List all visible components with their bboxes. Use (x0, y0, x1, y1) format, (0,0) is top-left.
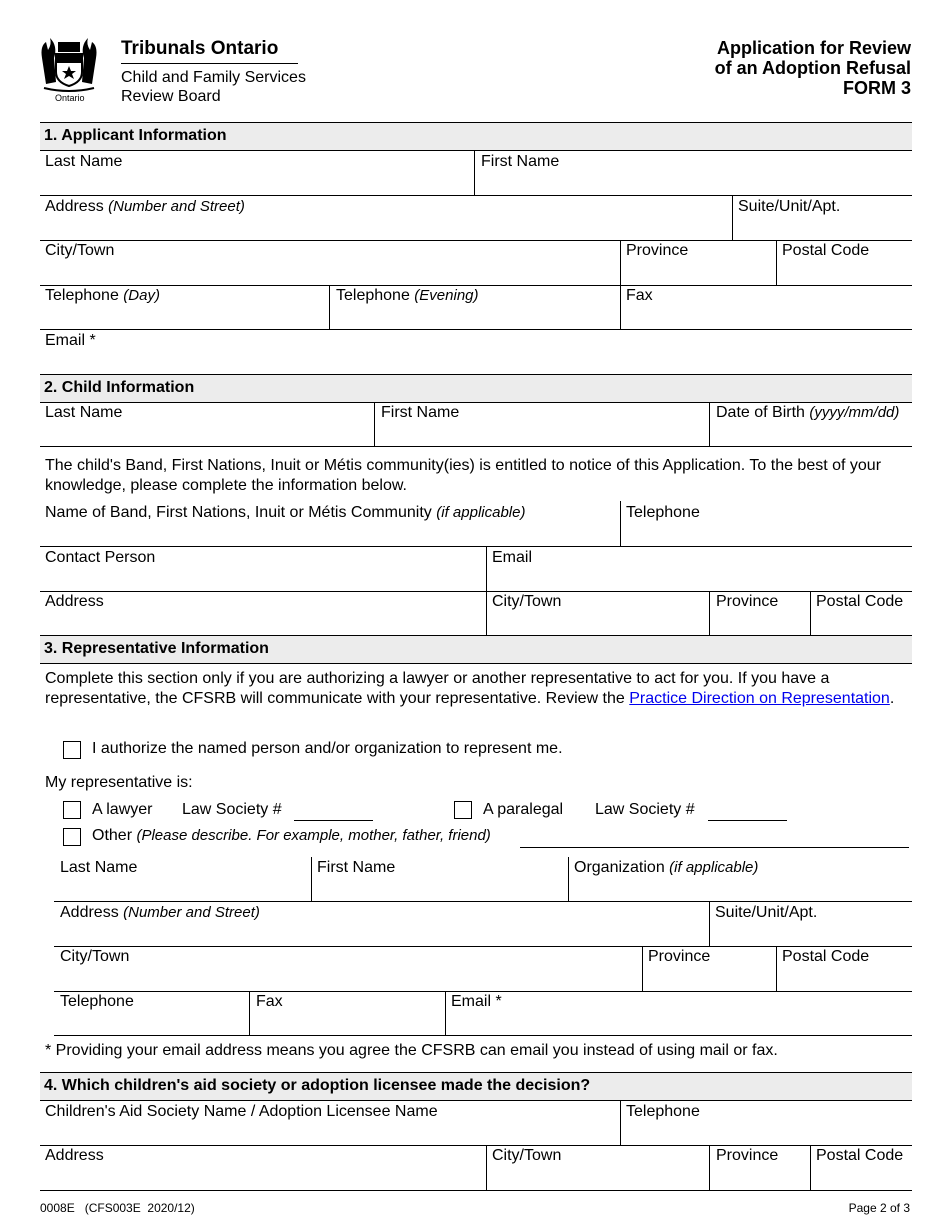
divider (311, 857, 312, 902)
s2-contact-field[interactable]: Contact Person (45, 549, 156, 566)
s2-province-field[interactable]: Province (716, 593, 779, 610)
lawyer-label: A lawyer (92, 801, 153, 818)
section4-header (40, 1072, 912, 1101)
s1-city-field[interactable]: City/Town (45, 242, 115, 259)
form-title-line3: FORM 3 (842, 78, 911, 98)
s2-postal-field[interactable]: Postal Code (816, 593, 904, 610)
paralegal-label: A paralegal (483, 801, 564, 818)
s1-first-name-field[interactable]: First Name (481, 153, 560, 170)
logo-caption: Ontario (55, 93, 85, 103)
form-title-line2: of an Adoption Refusal (714, 58, 911, 78)
s4-city-field[interactable]: City/Town (492, 1147, 562, 1164)
my-rep-label: My representative is: (45, 774, 193, 791)
s3-fax-field[interactable]: Fax (256, 993, 283, 1010)
other-description-input[interactable] (520, 847, 909, 848)
divider (40, 329, 912, 330)
section1-heading: 1. Applicant Information (44, 127, 227, 144)
s3-postal-field[interactable]: Postal Code (782, 948, 870, 965)
other-label (92, 827, 491, 845)
s4-postal-field[interactable]: Postal Code (816, 1147, 904, 1164)
form-code: 0008E (CFS003E 2020/12) (40, 1201, 195, 1215)
divider (709, 591, 710, 636)
other-checkbox[interactable] (63, 828, 81, 846)
practice-direction-link[interactable]: Practice Direction on Representation (629, 690, 890, 707)
s1-tel-day-field[interactable] (45, 287, 160, 305)
s2-band-label: Name of Band, First Nations, Inuit or Métis Community (45, 504, 437, 521)
s1-tel-eve-hint: (Evening) (414, 287, 479, 304)
divider (54, 1035, 912, 1036)
s1-suite-field[interactable]: Suite/Unit/Apt. (738, 198, 841, 215)
divider (40, 1145, 912, 1146)
lawyer-law-society-input[interactable] (294, 820, 373, 821)
divider (54, 991, 912, 992)
s1-address-hint: (Number and Street) (108, 198, 245, 215)
s1-province-field[interactable]: Province (626, 242, 689, 259)
other-hint: (Please describe. For example, mother, father, friend) (136, 827, 491, 844)
divider (486, 1145, 487, 1190)
divider (54, 901, 912, 902)
divider (709, 1145, 710, 1190)
s3-telephone-field[interactable]: Telephone (60, 993, 134, 1010)
divider (329, 285, 330, 329)
s1-address-field[interactable] (45, 198, 245, 216)
divider (620, 1101, 621, 1145)
s4-telephone-field[interactable]: Telephone (626, 1103, 700, 1120)
s3-org-label: Organization (574, 859, 670, 876)
s2-telephone-field[interactable]: Telephone (626, 504, 700, 521)
email-consent-note: * Providing your email address means you agree the CFSRB can email you instead of using mail or fax. (45, 1042, 778, 1059)
divider (40, 195, 912, 196)
s2-address-field[interactable]: Address (45, 593, 104, 610)
s3-intro-text: Complete this section only if you are authorizing a lawyer or another representative to act for you. If you have a representative, the CFSRB will communicate with your representative. Review the (45, 670, 830, 707)
divider (40, 285, 912, 286)
page-number: Page 2 of 3 (848, 1201, 910, 1215)
divider (620, 501, 621, 546)
s1-tel-eve-label: Telephone (336, 287, 415, 304)
section4-heading: 4. Which children's aid society or adoption licensee made the decision? (44, 1077, 591, 1094)
form-title-line1: Application for Review (716, 38, 911, 58)
s1-fax-field[interactable]: Fax (626, 287, 653, 304)
divider (40, 546, 912, 547)
divider (40, 1190, 912, 1191)
section3-heading: 3. Representative Information (44, 640, 269, 657)
divider (642, 946, 643, 991)
s2-band-field[interactable] (45, 504, 525, 522)
divider (40, 591, 912, 592)
divider (810, 1145, 811, 1190)
s3-address-hint: (Number and Street) (123, 904, 260, 921)
s2-first-name-field[interactable]: First Name (381, 404, 460, 421)
divider (810, 591, 811, 636)
divider (445, 991, 446, 1035)
s3-last-name-field[interactable]: Last Name (60, 859, 138, 876)
section2-header (40, 374, 912, 403)
divider (776, 946, 777, 991)
s3-city-field[interactable]: City/Town (60, 948, 130, 965)
divider (54, 946, 912, 947)
s1-last-name-field[interactable]: Last Name (45, 153, 123, 170)
s1-tel-day-hint: (Day) (123, 287, 160, 304)
board-name-line1: Child and Family Services (121, 69, 306, 86)
s3-first-name-field[interactable]: First Name (317, 859, 396, 876)
s3-suite-field[interactable]: Suite/Unit/Apt. (715, 904, 818, 921)
s2-dob-field[interactable] (716, 404, 899, 422)
s1-address-label: Address (45, 198, 109, 215)
authorize-label: I authorize the named person and/or organization to represent me. (92, 740, 563, 757)
paralegal-checkbox[interactable] (454, 801, 472, 819)
section3-header (40, 635, 912, 664)
other-label-text: Other (92, 827, 137, 844)
section1-header (40, 122, 912, 151)
s4-province-field[interactable]: Province (716, 1147, 779, 1164)
s3-province-field[interactable]: Province (648, 948, 711, 965)
s3-intro (45, 669, 913, 709)
divider (374, 403, 375, 446)
s3-org-field[interactable] (574, 859, 758, 877)
divider (568, 857, 569, 902)
lawyer-law-society-label: Law Society # (182, 801, 282, 818)
s1-email-field[interactable]: Email * (45, 332, 96, 349)
divider (776, 240, 777, 285)
s2-last-name-field[interactable]: Last Name (45, 404, 123, 421)
org-divider (121, 63, 298, 64)
divider (474, 151, 475, 195)
org-name: Tribunals Ontario (121, 38, 279, 59)
s2-notice-text: The child's Band, First Nations, Inuit or Métis community(ies) is entitled to notice of this Application. To the best of your knowledge, please complete the information below. (45, 457, 882, 494)
s3-address-field[interactable] (60, 904, 260, 922)
section2-heading: 2. Child Information (44, 379, 195, 396)
s2-dob-label: Date of Birth (716, 404, 810, 421)
s3-org-hint: (if applicable) (669, 859, 759, 876)
divider (40, 446, 912, 447)
s3-address-label: Address (60, 904, 124, 921)
board-name-line2: Review Board (121, 88, 221, 105)
divider (709, 901, 710, 946)
s1-postal-field[interactable]: Postal Code (782, 242, 870, 259)
s2-email-field[interactable]: Email (492, 549, 533, 566)
paralegal-law-society-input[interactable] (708, 820, 787, 821)
divider (40, 240, 912, 241)
s4-name-field[interactable]: Children's Aid Society Name / Adoption Licensee Name (45, 1103, 438, 1120)
lawyer-checkbox[interactable] (63, 801, 81, 819)
s3-email-field[interactable]: Email * (451, 993, 502, 1010)
authorize-checkbox[interactable] (63, 741, 81, 759)
divider (732, 195, 733, 240)
s2-band-hint: (if applicable) (436, 504, 526, 521)
paralegal-law-society-label: Law Society # (595, 801, 695, 818)
s1-tel-eve-field[interactable] (336, 287, 479, 305)
s2-dob-hint: (yyyy/mm/dd) (809, 404, 900, 421)
s4-address-field[interactable]: Address (45, 1147, 104, 1164)
s1-tel-day-label: Telephone (45, 287, 124, 304)
divider (249, 991, 250, 1035)
s3-intro-end: . (889, 690, 895, 707)
s2-city-field[interactable]: City/Town (492, 593, 562, 610)
form-title (611, 38, 911, 98)
divider (709, 403, 710, 446)
